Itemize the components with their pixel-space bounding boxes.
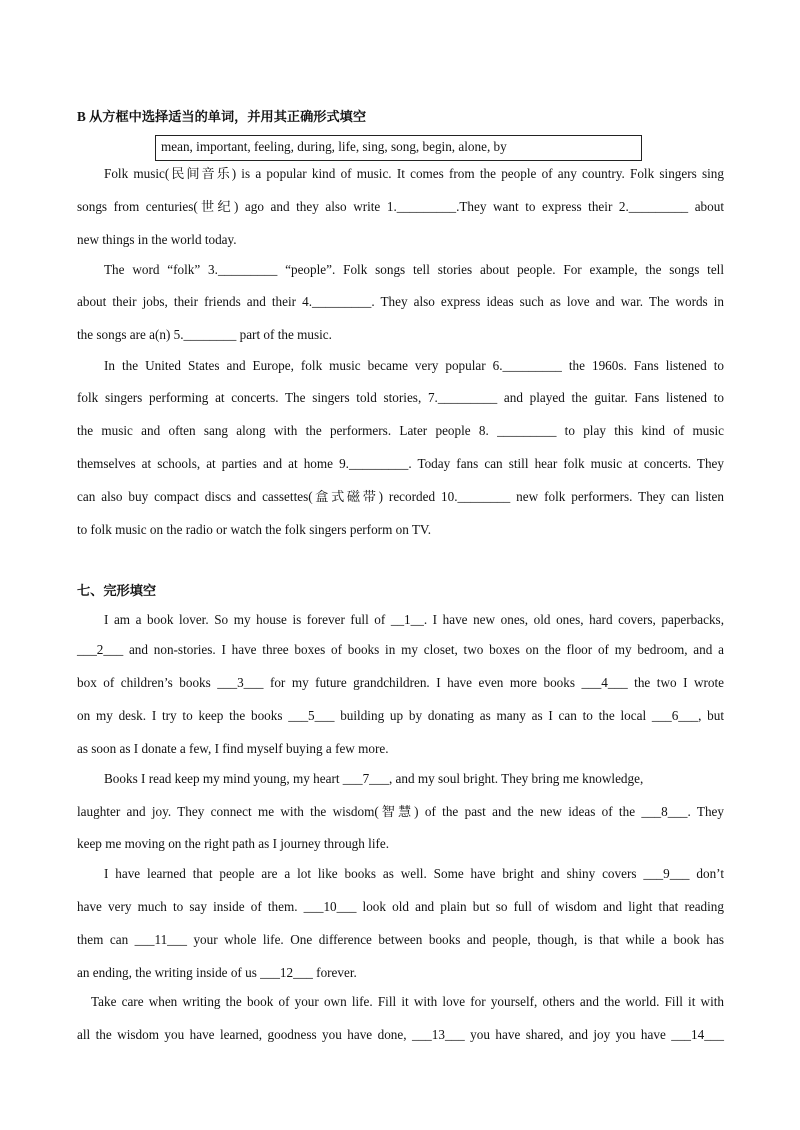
passage-line: the songs are a(n) 5.________ part of the music. — [77, 327, 332, 342]
cloze-line: Books I read keep my mind young, my heart ___7___, and my soul bright. They bring me knowledge, — [104, 771, 644, 786]
passage-line: to folk music on the radio or watch the folk singers perform on TV. — [77, 522, 432, 537]
passage-line: Folk music(民间音乐) is a popular kind of music. It comes from the people of any country. Folk singers sing — [104, 166, 724, 181]
section-b-heading: B 从方框中选择适当的单词，并用其正确形式填空 — [77, 109, 367, 124]
passage-line: about their jobs, their friends and their 4._________. They also express ideas such as love and war. The words in — [77, 294, 724, 309]
passage-line: folk singers performing at concerts. The singers told stories, 7._________ and played the guitar. Fans listened to — [77, 390, 724, 405]
passage-line: The word “folk” 3._________ “people”. Folk songs tell stories about people. For example, the songs tell — [104, 262, 724, 277]
passage-line: In the United States and Europe, folk music became very popular 6._________ the 1960s. Fans listened to — [104, 358, 724, 373]
passage-line: songs from centuries(世纪) ago and they also write 1._________.They want to express their 2._________ about — [77, 199, 724, 214]
cloze-line: laughter and joy. They connect me with the wisdom(智慧) of the past and the new ideas of the ___8___. They — [77, 804, 724, 819]
cloze-line: box of children’s books ___3___ for my future grandchildren. I have even more books ___4___ the two I wrote — [77, 675, 724, 690]
passage-line: the music and often sang along with the performers. Later people 8. _________ to play this kind of music — [77, 423, 724, 438]
passage-line: can also buy compact discs and cassettes(盒式磁带) recorded 10.________ new folk performers. They can listen — [77, 489, 724, 504]
cloze-line: an ending, the writing inside of us ___12___ forever. — [77, 965, 357, 980]
cloze-line: I am a book lover. So my house is forever full of __1__. I have new ones, old ones, hard covers, paperbacks, — [104, 612, 724, 627]
passage-line: themselves at schools, at parties and at home 9._________. Today fans can still hear folk music at concerts. They — [77, 456, 724, 471]
cloze-line: as soon as I donate a few, I find myself buying a few more. — [77, 741, 389, 756]
section-7-heading: 七、完形填空 — [77, 583, 157, 598]
cloze-line: Take care when writing the book of your own life. Fill it with love for yourself, others and the world. Fill it with — [91, 994, 724, 1009]
word-bank-box: mean, important, feeling, during, life, sing, song, begin, alone, by — [155, 135, 642, 161]
cloze-line: all the wisdom you have learned, goodness you have done, ___13___ you have shared, and joy you have ___14___ — [77, 1027, 724, 1042]
cloze-line: keep me moving on the right path as I journey through life. — [77, 836, 390, 851]
cloze-line: have very much to say inside of them. ___10___ look old and plain but so full of wisdom and light that reading — [77, 899, 724, 914]
cloze-line: them can ___11___ your whole life. One difference between books and people, though, is that while a book has — [77, 932, 724, 947]
passage-line: new things in the world today. — [77, 232, 237, 247]
cloze-line: on my desk. I try to keep the books ___5___ building up by donating as many as I can to the local ___6___, but — [77, 708, 724, 723]
cloze-line: ___2___ and non-stories. I have three boxes of books in my closet, two boxes on the floor of my bedroom, and a — [77, 642, 724, 657]
cloze-line: I have learned that people are a lot like books as well. Some have bright and shiny covers ___9___ don’t — [104, 866, 724, 881]
